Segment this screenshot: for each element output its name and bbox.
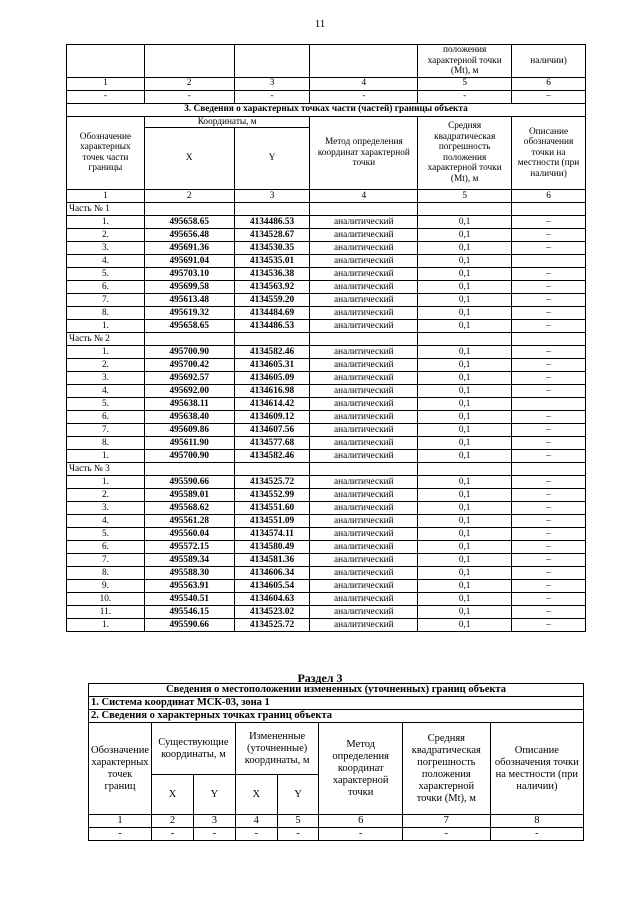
y-coord: 4134582.46 xyxy=(234,346,310,359)
point-number: 5. xyxy=(67,268,145,281)
table-row xyxy=(67,359,586,372)
x-header: X xyxy=(144,128,234,190)
table-row xyxy=(67,554,586,567)
x-coord: 495700.90 xyxy=(144,346,234,359)
accuracy: 0,1 xyxy=(418,320,512,333)
method: аналитический xyxy=(310,450,418,463)
accuracy: 0,1 xyxy=(418,411,512,424)
accuracy-header-tail: положения характерной точки (Mt), м xyxy=(418,45,512,78)
point-number: 1. xyxy=(67,476,145,489)
table-row xyxy=(67,398,586,411)
method: аналитический xyxy=(310,359,418,372)
table-row xyxy=(67,580,586,593)
accuracy: 0,1 xyxy=(418,281,512,294)
accuracy: 0,1 xyxy=(418,255,512,268)
description: – xyxy=(512,554,586,567)
part-label: Часть № 3 xyxy=(67,463,145,476)
accuracy: 0,1 xyxy=(418,580,512,593)
table-row xyxy=(67,437,586,450)
x-coord: 495692.57 xyxy=(144,372,234,385)
x-coord: 495613.48 xyxy=(144,294,234,307)
section-title: 3. Сведения о характерных точках части (частей) границы объекта xyxy=(67,103,586,116)
point-number: 5. xyxy=(67,398,145,411)
description: – xyxy=(512,385,586,398)
accuracy: 0,1 xyxy=(418,294,512,307)
point-number: 3. xyxy=(67,372,145,385)
y-existing-header: Y xyxy=(193,775,235,815)
x-coord: 495700.90 xyxy=(144,450,234,463)
table-row xyxy=(67,515,586,528)
point-number: 9. xyxy=(67,580,145,593)
method: аналитический xyxy=(310,528,418,541)
point-number: 8. xyxy=(67,437,145,450)
changed-coords-header: Измененные (уточненные) координаты, м xyxy=(235,723,319,775)
column-numbers-row-2: 1 2 3 4 5 6 xyxy=(67,190,586,203)
point-number: 1. xyxy=(67,320,145,333)
point-number: 6. xyxy=(67,541,145,554)
x-coord: 495691.36 xyxy=(144,242,234,255)
table-row xyxy=(67,541,586,554)
accuracy: 0,1 xyxy=(418,489,512,502)
method: аналитический xyxy=(310,476,418,489)
point-number: 4. xyxy=(67,515,145,528)
y-coord: 4134606.34 xyxy=(234,567,310,580)
point-number: 1. xyxy=(67,346,145,359)
y-coord: 4134581.36 xyxy=(234,554,310,567)
x-coord: 495700.42 xyxy=(144,359,234,372)
description: – xyxy=(512,307,586,320)
point-number: 6. xyxy=(67,281,145,294)
coords-header: Координаты, м xyxy=(144,116,310,128)
table-row xyxy=(67,567,586,580)
description: – xyxy=(512,242,586,255)
x-coord: 495590.66 xyxy=(144,476,234,489)
description: – xyxy=(512,229,586,242)
y-coord: 4134523.02 xyxy=(234,606,310,619)
point-number: 8. xyxy=(67,307,145,320)
column-numbers-row: 1 2 3 4 5 6 xyxy=(67,77,586,90)
table-row xyxy=(67,411,586,424)
method: аналитический xyxy=(310,281,418,294)
point-number: 3. xyxy=(67,502,145,515)
changed-boundaries-table xyxy=(88,683,584,841)
accuracy: 0,1 xyxy=(418,450,512,463)
table-row xyxy=(67,424,586,437)
description: – xyxy=(512,606,586,619)
table-row xyxy=(67,255,586,268)
x-coord: 495658.65 xyxy=(144,320,234,333)
description: – xyxy=(512,281,586,294)
coord-system-row xyxy=(89,697,584,710)
x-coord: 495588.30 xyxy=(144,567,234,580)
table-row xyxy=(67,281,586,294)
table-row xyxy=(67,450,586,463)
x-coord: 495699.58 xyxy=(144,281,234,294)
description: – xyxy=(512,294,586,307)
header-row xyxy=(89,723,584,775)
description: – xyxy=(512,567,586,580)
point-number: 8. xyxy=(67,567,145,580)
method: аналитический xyxy=(310,567,418,580)
y-coord: 4134582.46 xyxy=(234,450,310,463)
method: аналитический xyxy=(310,346,418,359)
header-row xyxy=(67,116,586,128)
part-label: Часть № 1 xyxy=(67,203,145,216)
x-coord: 495692.00 xyxy=(144,385,234,398)
description: – xyxy=(512,502,586,515)
point-number: 11. xyxy=(67,606,145,619)
table-row xyxy=(67,372,586,385)
table-row xyxy=(67,606,586,619)
method: аналитический xyxy=(310,268,418,281)
x-coord: 495658.65 xyxy=(144,216,234,229)
accuracy: 0,1 xyxy=(418,307,512,320)
existing-coords-header: Существующие координаты, м xyxy=(152,723,236,775)
method: аналитический xyxy=(310,255,418,268)
y-coord: 4134536.38 xyxy=(234,268,310,281)
table-row xyxy=(67,593,586,606)
method: аналитический xyxy=(310,424,418,437)
section-subtitle: Сведения о местоположении измененных (уточненных) границ объекта xyxy=(89,684,584,697)
y-coord: 4134609.12 xyxy=(234,411,310,424)
part-label-row xyxy=(67,463,586,476)
x-coord: 495590.66 xyxy=(144,619,234,632)
description: – xyxy=(512,268,586,281)
method: аналитический xyxy=(310,372,418,385)
description: – xyxy=(512,619,586,632)
accuracy: 0,1 xyxy=(418,437,512,450)
method: аналитический xyxy=(310,554,418,567)
designation-header: Обозначение характерных точек границ xyxy=(89,723,152,815)
empty-data-row: - - - - - – xyxy=(67,90,586,103)
part-label-row xyxy=(67,203,586,216)
table-row xyxy=(67,307,586,320)
description: – xyxy=(512,411,586,424)
accuracy: 0,1 xyxy=(418,593,512,606)
method: аналитический xyxy=(310,398,418,411)
method: аналитический xyxy=(310,489,418,502)
y-coord: 4134484.69 xyxy=(234,307,310,320)
y-coord: 4134605.09 xyxy=(234,372,310,385)
y-coord: 4134605.31 xyxy=(234,359,310,372)
table-row xyxy=(67,385,586,398)
accuracy-header: Средняя квадратическая погрешность положения характерной точки (Mt), м xyxy=(402,723,490,815)
y-coord: 4134580.49 xyxy=(234,541,310,554)
part-label-row xyxy=(67,333,586,346)
x-coord: 495563.91 xyxy=(144,580,234,593)
method: аналитический xyxy=(310,619,418,632)
point-number: 1. xyxy=(67,619,145,632)
point-number: 7. xyxy=(67,294,145,307)
method: аналитический xyxy=(310,229,418,242)
table-row xyxy=(67,216,586,229)
description: – xyxy=(512,593,586,606)
x-coord: 495656.48 xyxy=(144,229,234,242)
x-coord: 495561.28 xyxy=(144,515,234,528)
accuracy: 0,1 xyxy=(418,606,512,619)
method: аналитический xyxy=(310,541,418,554)
subtitle-row xyxy=(89,684,584,697)
method: аналитический xyxy=(310,411,418,424)
y-coord: 4134525.72 xyxy=(234,619,310,632)
y-coord: 4134574.11 xyxy=(234,528,310,541)
x-coord: 495691.04 xyxy=(144,255,234,268)
x-coord: 495619.32 xyxy=(144,307,234,320)
point-number: 2. xyxy=(67,359,145,372)
y-coord: 4134551.09 xyxy=(234,515,310,528)
y-coord: 4134607.56 xyxy=(234,424,310,437)
table-row xyxy=(67,242,586,255)
table-row xyxy=(67,346,586,359)
description: – xyxy=(512,541,586,554)
method-header: Метод определения координат характерной точки xyxy=(319,723,403,815)
accuracy: 0,1 xyxy=(418,372,512,385)
description-header: Описание обозначения точки на местности (при наличии) xyxy=(512,116,586,190)
method: аналитический xyxy=(310,294,418,307)
description: – xyxy=(512,424,586,437)
y-coord: 4134486.53 xyxy=(234,216,310,229)
x-coord: 495589.01 xyxy=(144,489,234,502)
point-number: 1. xyxy=(67,216,145,229)
x-coord: 495703.10 xyxy=(144,268,234,281)
x-coord: 495572.15 xyxy=(144,541,234,554)
y-changed-header: Y xyxy=(277,775,319,815)
part-label: Часть № 2 xyxy=(67,333,145,346)
y-coord: 4134604.63 xyxy=(234,593,310,606)
page-number: 11 xyxy=(314,18,326,30)
point-number: 5. xyxy=(67,528,145,541)
description: – xyxy=(512,437,586,450)
description: – xyxy=(512,489,586,502)
coord-system: 1. Система координат МСК-03, зона 1 xyxy=(89,697,584,710)
accuracy: 0,1 xyxy=(418,424,512,437)
y-coord: 4134577.68 xyxy=(234,437,310,450)
points-info: 2. Сведения о характерных точках границ объекта xyxy=(89,710,584,723)
table-row xyxy=(67,268,586,281)
table-row xyxy=(67,476,586,489)
method: аналитический xyxy=(310,307,418,320)
description: – xyxy=(512,372,586,385)
x-coord: 495638.11 xyxy=(144,398,234,411)
y-coord: 4134563.92 xyxy=(234,281,310,294)
accuracy: 0,1 xyxy=(418,268,512,281)
accuracy: 0,1 xyxy=(418,216,512,229)
description: – xyxy=(512,580,586,593)
y-coord: 4134614.42 xyxy=(234,398,310,411)
point-number: 1. xyxy=(67,450,145,463)
x-existing-header: X xyxy=(152,775,194,815)
point-number: 2. xyxy=(67,229,145,242)
y-coord: 4134486.53 xyxy=(234,320,310,333)
y-coord: 4134552.99 xyxy=(234,489,310,502)
point-number: 4. xyxy=(67,385,145,398)
method: аналитический xyxy=(310,385,418,398)
accuracy: 0,1 xyxy=(418,554,512,567)
method: аналитический xyxy=(310,515,418,528)
method: аналитический xyxy=(310,242,418,255)
x-coord: 495540.51 xyxy=(144,593,234,606)
accuracy: 0,1 xyxy=(418,541,512,554)
table-row xyxy=(67,528,586,541)
table-row xyxy=(67,619,586,632)
accuracy: 0,1 xyxy=(418,476,512,489)
point-number: 7. xyxy=(67,424,145,437)
accuracy-header: Средняя квадратическая погрешность положения характерной точки (Mt), м xyxy=(418,116,512,190)
accuracy: 0,1 xyxy=(418,346,512,359)
x-coord: 495611.90 xyxy=(144,437,234,450)
description: – xyxy=(512,346,586,359)
accuracy: 0,1 xyxy=(418,398,512,411)
section-title-row xyxy=(67,103,586,116)
description: – xyxy=(512,476,586,489)
accuracy: 0,1 xyxy=(418,359,512,372)
y-coord: 4134551.60 xyxy=(234,502,310,515)
accuracy: 0,1 xyxy=(418,502,512,515)
point-number: 3. xyxy=(67,242,145,255)
description: – xyxy=(512,216,586,229)
description-header: Описание обозначения точки на местности (при наличии) xyxy=(490,723,583,815)
description: – xyxy=(512,515,586,528)
point-number: 7. xyxy=(67,554,145,567)
accuracy: 0,1 xyxy=(418,528,512,541)
x-coord: 495609.86 xyxy=(144,424,234,437)
description: – xyxy=(512,450,586,463)
y-coord: 4134616.98 xyxy=(234,385,310,398)
method: аналитический xyxy=(310,580,418,593)
method: аналитический xyxy=(310,593,418,606)
points-info-row xyxy=(89,710,584,723)
accuracy: 0,1 xyxy=(418,515,512,528)
table-row xyxy=(67,320,586,333)
y-header: Y xyxy=(234,128,310,190)
points-table xyxy=(66,44,586,632)
y-coord: 4134528.67 xyxy=(234,229,310,242)
description: – xyxy=(512,359,586,372)
accuracy: 0,1 xyxy=(418,385,512,398)
description: – xyxy=(512,320,586,333)
column-numbers-row: 1 2 3 4 5 6 7 8 xyxy=(89,815,584,828)
method: аналитический xyxy=(310,606,418,619)
method: аналитический xyxy=(310,437,418,450)
point-number: 2. xyxy=(67,489,145,502)
x-coord: 495638.40 xyxy=(144,411,234,424)
section-heading: Раздел 3 xyxy=(297,671,343,685)
y-coord: 4134605.54 xyxy=(234,580,310,593)
x-changed-header: X xyxy=(235,775,277,815)
designation-header: Обозначение характерных точек части границы xyxy=(67,116,145,190)
y-coord: 4134530.35 xyxy=(234,242,310,255)
table-row xyxy=(67,229,586,242)
description-header-tail: наличии) xyxy=(512,45,586,78)
point-number: 4. xyxy=(67,255,145,268)
method: аналитический xyxy=(310,216,418,229)
x-coord: 495546.15 xyxy=(144,606,234,619)
y-coord: 4134525.72 xyxy=(234,476,310,489)
table-row xyxy=(67,489,586,502)
x-coord: 495589.34 xyxy=(144,554,234,567)
y-coord: 4134559.20 xyxy=(234,294,310,307)
table-row xyxy=(67,294,586,307)
table-row xyxy=(67,502,586,515)
accuracy: 0,1 xyxy=(418,567,512,580)
accuracy: 0,1 xyxy=(418,242,512,255)
point-number: 6. xyxy=(67,411,145,424)
table-header-continuation xyxy=(67,45,586,78)
y-coord: 4134535.01 xyxy=(234,255,310,268)
description xyxy=(512,398,586,411)
description: – xyxy=(512,528,586,541)
accuracy: 0,1 xyxy=(418,619,512,632)
accuracy: 0,1 xyxy=(418,229,512,242)
method: аналитический xyxy=(310,320,418,333)
method-header: Метод определения координат характерной точки xyxy=(310,116,418,190)
x-coord: 495568.62 xyxy=(144,502,234,515)
description xyxy=(512,255,586,268)
empty-data-row: - - - - - - - - xyxy=(89,828,584,841)
x-coord: 495560.04 xyxy=(144,528,234,541)
method: аналитический xyxy=(310,502,418,515)
point-number: 10. xyxy=(67,593,145,606)
